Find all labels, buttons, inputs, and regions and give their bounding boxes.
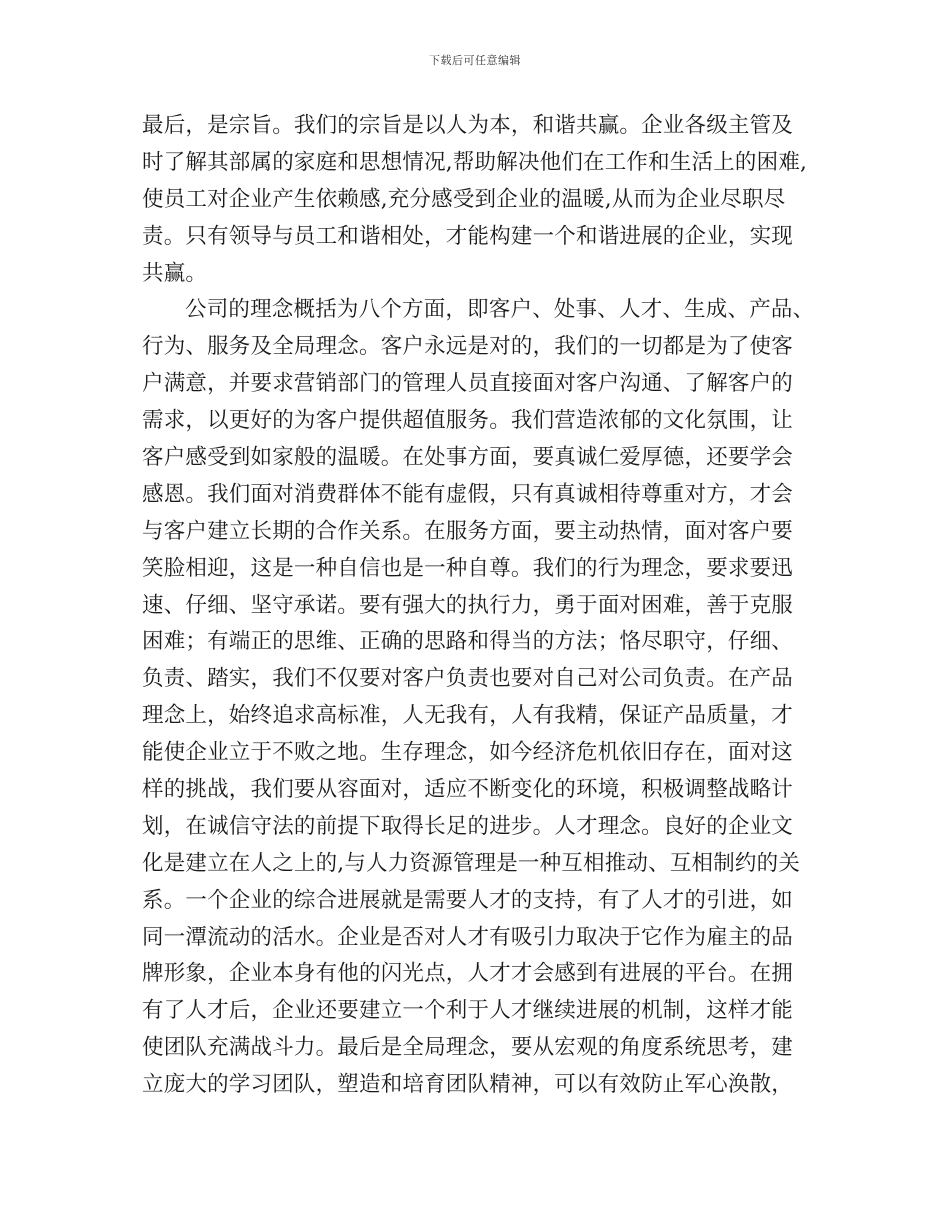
text-line: 立庞大的学习团队，塑造和培育团队精神，可以有效防止军心涣散，: [142, 1072, 794, 1098]
text-line: 理念上，始终追求高标准，人无我有，人有我精，保证产品质量，才: [142, 703, 794, 729]
text-line: 负责、踏实，我们不仅要对客户负责也要对自己对公司负责。在产品: [142, 666, 794, 692]
body-text: [142, 108, 815, 1104]
text-line: 使团队充满战斗力。最后是全局理念，要从宏观的角度系统思考，建: [142, 1035, 794, 1061]
text-line: 时了解其部属的家庭和思想情况,帮助解决他们在工作和生活上的困难,: [142, 149, 808, 175]
text-line: 困难；有端正的思维、正确的思路和得当的方法；恪尽职守，仔细、: [142, 629, 794, 655]
text-line: 系。一个企业的综合进展就是需要人才的支持，有了人才的引进，如: [142, 887, 794, 913]
text-line: 划，在诚信守法的前提下取得长足的进步。人才理念。良好的企业文: [142, 813, 794, 839]
text-line: 速、仔细、坚守承诺。要有强大的执行力，勇于面对困难，善于克服: [142, 592, 794, 618]
text-line: 户满意，并要求营销部门的管理人员直接面对客户沟通、了解客户的: [142, 371, 794, 397]
text-line: 同一潭流动的活水。企业是否对人才有吸引力取决于它作为雇主的品: [142, 924, 794, 950]
text-line: 能使企业立于不败之地。生存理念，如今经济危机依旧存在，面对这: [142, 740, 794, 766]
text-line: 责。只有领导与员工和谐相处，才能构建一个和谐进展的企业，实现: [142, 223, 794, 249]
text-line: 化是建立在人之上的,与人力资源管理是一种互相推动、互相制约的关: [142, 850, 801, 876]
text-line: 需求，以更好的为客户提供超值服务。我们营造浓郁的文化氛围，让: [142, 408, 794, 434]
text-line: 使员工对企业产生依赖感,充分感受到企业的温暖,从而为企业尽职尽: [142, 186, 786, 212]
download-note: 下载后可任意编辑: [429, 54, 521, 67]
text-line: 牌形象，企业本身有他的闪光点，人才才会感到有进展的平台。在拥: [142, 961, 794, 987]
text-line: 样的挑战，我们要从容面对，适应不断变化的环境，积极调整战略计: [142, 777, 794, 803]
text-line: 有了人才后，企业还要建立一个利于人才继续进展的机制，这样才能: [142, 998, 794, 1024]
text-line: 客户感受到如家般的温暖。在处事方面，要真诚仁爱厚德，还要学会: [142, 445, 794, 471]
text-line: 与客户建立长期的合作关系。在服务方面，要主动热情，面对客户要: [142, 518, 794, 544]
text-line: 笑脸相迎，这是一种自信也是一种自尊。我们的行为理念，要求要迅: [142, 555, 794, 581]
text-line: 最后，是宗旨。我们的宗旨是以人为本，和谐共赢。企业各级主管及: [142, 113, 794, 138]
text-line: 感恩。我们面对消费群体不能有虚假，只有真诚相待尊重对方，才会: [142, 481, 794, 507]
text-line: 行为、服务及全局理念。客户永远是对的，我们的一切都是为了使客: [142, 334, 794, 360]
text-line: 公司的理念概括为八个方面，即客户、处事、人才、生成、产品、: [185, 297, 815, 323]
text-line: 共赢。: [142, 260, 208, 286]
